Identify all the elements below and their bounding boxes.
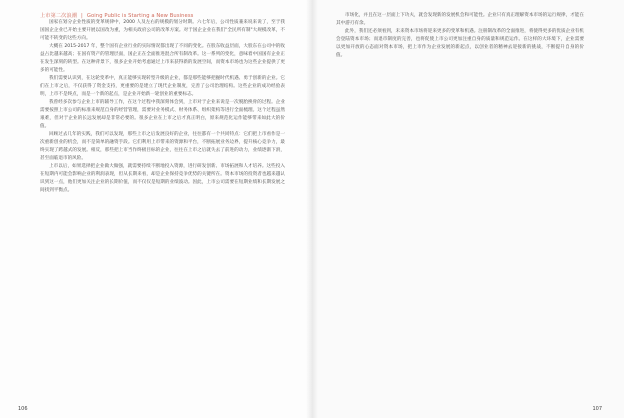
paragraph: 大概在 2015-2017 年，整个国有企业行业的实际情况都出现了不同的变化。在股东收益层面，大股东在公司中的收益占比越来越高；在国有资产的管理层面，国企正在全面推进混合所有制改革。这一系列的变化，意味着中国国有企业正在发生深刻的转型。在这种背景下，很多企业开始考虑通过上市来获得新的发展空间，而资本市场也为这些企业提供了更多的可能性。	[40, 44, 285, 73]
left-page-number: 106	[18, 406, 28, 412]
paragraph: 国家在划分企业性质的变革规律中，2000 人及左右的规模的划分时期。六七年后，公司性质兼来说来说了，至于我国国企企业已开始主要开展以国改为重，为相关政府公司的改革方案。对于国企企业在我们"全民所有制"大规模改革，不可能不转变的这些方向。	[40, 20, 285, 41]
right-page-number: 107	[592, 406, 602, 412]
header-separator: |	[81, 13, 83, 19]
paragraph: 市场化，并且在这一层面上下功夫，就会发现新的发展机会和可能性。企业只有真正理解资本市场的运行规律，才能在其中游刃有余。	[336, 13, 584, 26]
header-title: Going Public is Starting a New Business	[86, 13, 194, 19]
paragraph: 上市以后，如果选择把企业做大做强，就需要持续不断地投入资源，进行研发创新、市场拓展和人才培养。这些投入在短期内可能会影响企业的利润表现，但从长期来看，却是企业保持竞争优势的关键所在。资本市场的投资者也越来越认识到这一点，他们更加关注企业的长期价值，而不仅仅是短期的业绩波动。因此，上市公司需要在短期业绩和长期发展之间找到平衡点。	[40, 164, 285, 193]
left-body-text	[40, 19, 285, 195]
running-header	[40, 12, 193, 19]
paragraph: 我曾经多次参与企业上市的辅导工作，在这个过程中我深刻体会到，上市对于企业来说是一次脱胎换骨的过程。企业需要按照上市公司的标准来规范自身的经营管理，需要对业务模式、财务体系、组织架构等进行全面梳理。这个过程虽然艰难，但对于企业的长远发展却是非常必要的。很多企业在上市之后才真正明白，原来规范化运作能够带来如此大的价值。	[40, 100, 285, 129]
paragraph: 我们需要认识到，在这轮变革中，真正能够实现转型升级的企业，都是那些能够把握时代机遇、勇于创新的企业。它们在上市之后，不仅获得了资金支持，更重要的是建立了现代企业制度，完善了公司治理结构。这些企业的成功经验表明，上市不是终点，而是一个新的起点，是企业开始新一轮创业的重要标志。	[40, 76, 285, 97]
right-page	[312, 0, 624, 418]
book-gutter	[306, 0, 318, 418]
header-chapter: 上市第二次浪潮	[40, 13, 78, 19]
paragraph: 回顾过去几年的实践，我们可以发现，那些上市之后发展良好的企业，往往都有一个共同特点：它们把上市看作是一次重新创业的机会，而不是简单的融资手段。它们利用上市带来的资源和平台，不断拓展业务边界，提升核心竞争力，最终实现了跨越式的发展。相反，那些把上市当作终极目标的企业，往往在上市之后就失去了前进的动力，业绩逐渐下滑，甚至面临退市的风险。	[40, 132, 285, 161]
paragraph: 此外，我们还必须看到，未来资本市场将迎来更多的变革和机遇。注册制改革的全面推进，将使得更多的优质企业有机会登陆资本市场；而退市制度的完善，也将促使上市公司更加注重自身的质量和规范运作。在这样的大环境下，企业需要以更加开放的心态面对资本市场，把上市作为企业发展的新起点，以创业者的精神去迎接新的挑战，不断提升自身的价值。	[336, 29, 584, 58]
right-body-text	[336, 12, 584, 60]
